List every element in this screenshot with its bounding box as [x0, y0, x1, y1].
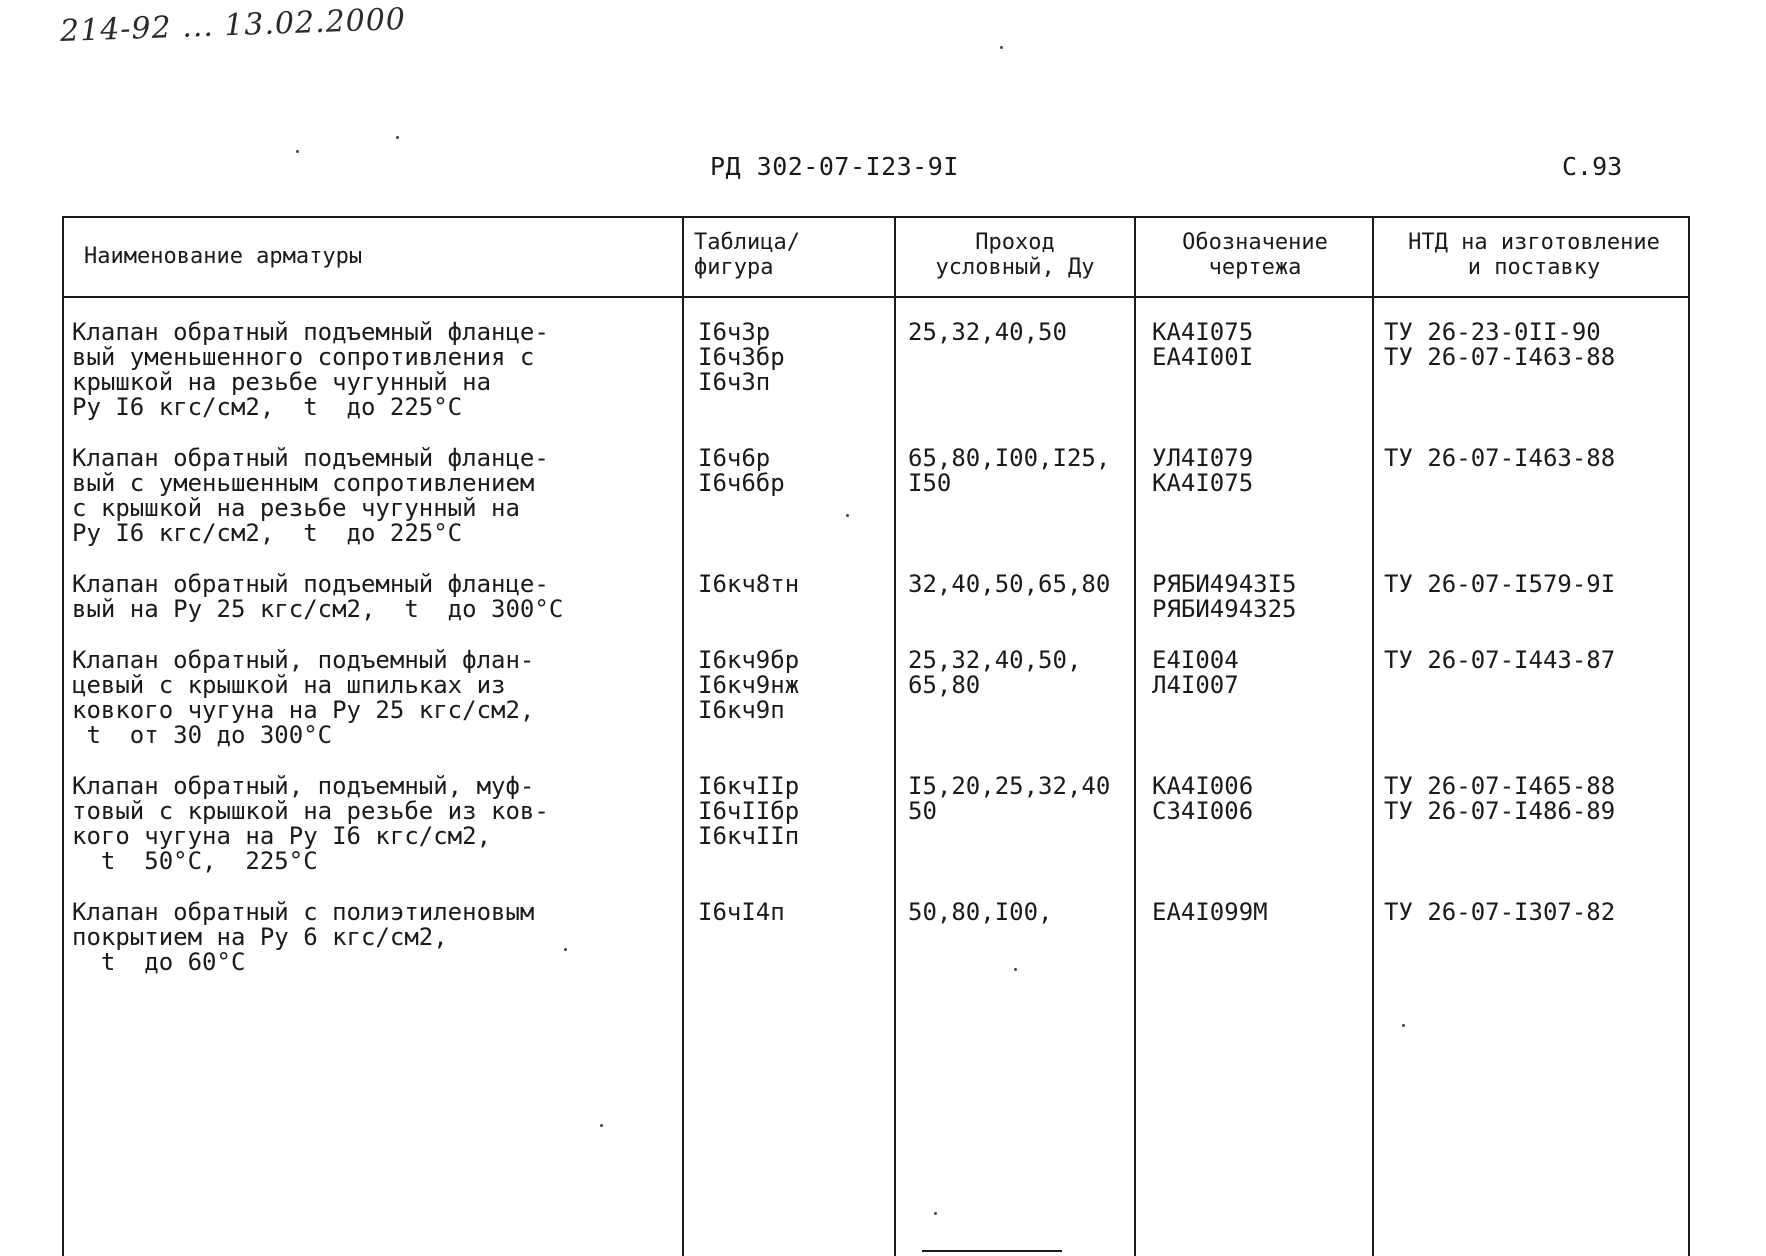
- cell-dn: 65,80,I00,I25, I50: [908, 444, 1111, 497]
- cell-ntd: ТУ 26-07-I463-88: [1384, 444, 1616, 472]
- cell-name: Клапан обратный подъемный фланце- вый с уменьшенным сопротивлением с крышкой на резьбе чугунный на Ру I6 кгс/см2, t до 225°С: [72, 444, 549, 547]
- scan-speck: [1000, 46, 1003, 49]
- cell-figure: I6ч3р I6ч3бр I6ч3п: [698, 318, 785, 396]
- cell-drawing: РЯБИ4943I5 РЯБИ494325: [1152, 570, 1297, 623]
- cell-figure: I6ч6р I6ч6бр: [698, 444, 785, 497]
- column-header-dn: [902, 230, 1128, 280]
- cell-figure: I6кчIIр I6чIIбр I6кчIIп: [698, 772, 800, 850]
- column-header-line: фигура: [694, 255, 774, 280]
- table-top-border: [62, 216, 1690, 218]
- cell-ntd: ТУ 26-07-I579-9I: [1384, 570, 1616, 598]
- scan-speck: [846, 514, 849, 517]
- cell-drawing: КА4I075 ЕА4I00I: [1152, 318, 1254, 371]
- cell-drawing: КА4I006 С34I006: [1152, 772, 1254, 825]
- cell-figure: I6чI4п: [698, 898, 785, 926]
- scan-speck: [1402, 1024, 1405, 1027]
- column-header-figure: [694, 230, 800, 280]
- cell-figure: I6кч9бр I6кч9нж I6кч9п: [698, 646, 800, 724]
- cell-dn: I5,20,25,32,40 50: [908, 772, 1111, 825]
- cell-dn: 32,40,50,65,80: [908, 570, 1111, 598]
- table-left-border: [62, 216, 64, 1256]
- cell-ntd: ТУ 26-07-I443-87: [1384, 646, 1616, 674]
- cell-name: Клапан обратный с полиэтиленовым покрытием на Ру 6 кгс/см2, t до 60°С: [72, 898, 535, 976]
- column-divider: [682, 216, 684, 1256]
- document-code: РД 302-07-I23-9I: [710, 152, 959, 181]
- cell-name: Клапан обратный подъемный фланце- вый уменьшенного сопротивления с крышкой на резьбе чугунный на Ру I6 кгс/см2, t до 225°С: [72, 318, 549, 421]
- column-header-line: Обозначение: [1182, 230, 1328, 255]
- cell-name: Клапан обратный подъемный фланце- вый на Ру 25 кгс/см2, t до 300°С: [72, 570, 564, 623]
- column-header-ntd: [1378, 230, 1690, 280]
- column-divider: [1134, 216, 1136, 1256]
- cell-dn: 50,80,I00,: [908, 898, 1053, 926]
- column-header-line: НТД на изготовление: [1408, 230, 1660, 255]
- column-header-line: условный, Ду: [935, 255, 1095, 280]
- column-header-drawing: [1142, 230, 1368, 280]
- valves-table: [62, 216, 1690, 1256]
- page-number: С.93: [1562, 152, 1623, 181]
- cell-ntd: ТУ 26-23-0II-90 ТУ 26-07-I463-88: [1384, 318, 1616, 371]
- column-divider: [1372, 216, 1374, 1256]
- cell-drawing: ЕА4I099М: [1152, 898, 1268, 926]
- column-header-line: чертежа: [1208, 255, 1302, 280]
- table-right-border: [1688, 216, 1690, 1256]
- scan-speck: [296, 150, 299, 153]
- column-header-line: Таблица/: [694, 230, 800, 255]
- scan-speck: [564, 948, 567, 951]
- scan-speck: [396, 136, 399, 139]
- cell-dn: 25,32,40,50, 65,80: [908, 646, 1082, 699]
- underline-mark: [922, 1250, 1062, 1252]
- cell-dn: 25,32,40,50: [908, 318, 1067, 346]
- scan-speck: [934, 1212, 937, 1215]
- column-header-line: и поставку: [1467, 255, 1601, 280]
- cell-drawing: Е4I004 Л4I007: [1152, 646, 1239, 699]
- cell-name: Клапан обратный, подъемный флан- цевый с крышкой на шпильках из ковкого чугуна на Ру 25 кгс/см2, t от 30 до 300°С: [72, 646, 535, 749]
- column-header-name: Наименование арматуры: [84, 244, 363, 269]
- scan-speck: [600, 1124, 603, 1127]
- column-header-line: Проход: [975, 230, 1055, 255]
- scan-speck: [1014, 968, 1017, 971]
- handwritten-annotation: 214-92 ... 13.02.2000: [59, 1, 407, 50]
- column-divider: [894, 216, 896, 1256]
- cell-ntd: ТУ 26-07-I465-88 ТУ 26-07-I486-89: [1384, 772, 1616, 825]
- header-bottom-border: [62, 296, 1690, 298]
- cell-ntd: ТУ 26-07-I307-82: [1384, 898, 1616, 926]
- cell-figure: I6кч8тн: [698, 570, 800, 598]
- cell-drawing: УЛ4I079 КА4I075: [1152, 444, 1254, 497]
- cell-name: Клапан обратный, подъемный, муф- товый с крышкой на резьбе из ков- кого чугуна на Ру I6 кгс/см2, t 50°С, 225°С: [72, 772, 549, 875]
